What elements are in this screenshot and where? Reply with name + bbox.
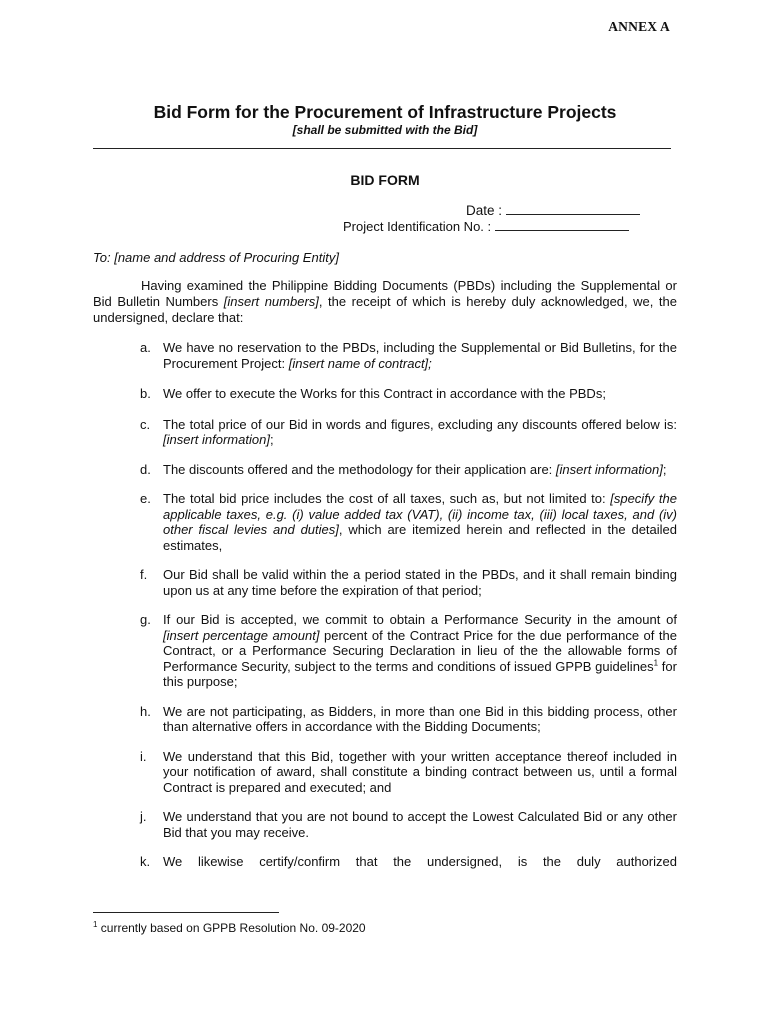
document-title: Bid Form for the Procurement of Infrastructure Projects [153, 102, 617, 122]
project-id-label: Project Identification No. : [343, 219, 492, 234]
list-item-k: k. We likewise certify/confirm that the undersigned, is the duly authorized [140, 854, 677, 869]
title-divider [93, 148, 671, 149]
list-item-d: d. The discounts offered and the methodology for their application are: [insert information]; [140, 461, 667, 477]
list-item-f: f. Our Bid shall be valid within the a period stated in the PBDs, and it shall remain binding upon us at any time before the expiration of that period; [140, 567, 677, 598]
document-subtitle: [shall be submitted with the Bid] [292, 123, 478, 137]
date-field [466, 203, 640, 218]
bid-form-heading: BID FORM [350, 172, 420, 188]
date-label: Date : [466, 203, 503, 218]
list-item-j: j. We understand that you are not bound to accept the Lowest Calculated Bid or any other Bid that you may receive. [140, 809, 677, 840]
list-item-h: h. We are not participating, as Bidders, in more than one Bid in this bidding process, other than alternative offers in accordance with the Bidding Documents; [140, 703, 677, 734]
list-item-a: a. We have no reservation to the PBDs, including the Supplemental or Bid Bulletins, for the Procurement Project: [insert name of contract]; [140, 340, 677, 371]
list-item-b: b. We offer to execute the Works for this Contract in accordance with the PBDs; [140, 386, 606, 401]
footnote-divider [93, 912, 279, 913]
date-blank [506, 203, 640, 215]
list-item-i: i. We understand that this Bid, together with your written acceptance thereof included in your notification of award, shall constitute a binding contract between us, until a formal Contract is prepared and executed; and [140, 748, 677, 795]
intro-paragraph: Having examined the Philippine Bidding Documents (PBDs) including the Supplemental or Bid Bulletin Numbers [insert numbers], the receipt of which is hereby duly acknowledged, we, the undersigned, declare that: [93, 278, 678, 325]
project-id-blank [495, 219, 629, 231]
annex-label: ANNEX A [608, 19, 670, 34]
project-id-field [343, 219, 629, 234]
footnote: $^1$ currently based on GPPB Resolution No. 09-2020 [93, 920, 366, 935]
addressee-line: To: [name and address of Procuring Entity] [93, 250, 339, 265]
list-item-e: e. The total bid price includes the cost of all taxes, such as, but not limited to: [specify the applicable taxes, e.g. (i) value added tax (VAT), (ii) income tax, (iii) local taxes, and (iv) other fiscal levies and duties], which are itemized herein and reflected in the detailed estimates, [140, 491, 677, 553]
declaration-list [93, 340, 677, 870]
list-item-c: c. The total price of our Bid in words and figures, excluding any discounts offered below is: [insert information]; [140, 416, 677, 447]
list-item-g: g. If our Bid is accepted, we commit to obtain a Performance Security in the amount of [insert percentage amount] percent of the Contract Price for the due performance of the Contract, or a Performance Securing Declaration in lieu of the the allowable forms of Performance Security, subject to the terms and conditions of issued GPPB guidelines$^1$ for this purpose; [140, 612, 677, 689]
